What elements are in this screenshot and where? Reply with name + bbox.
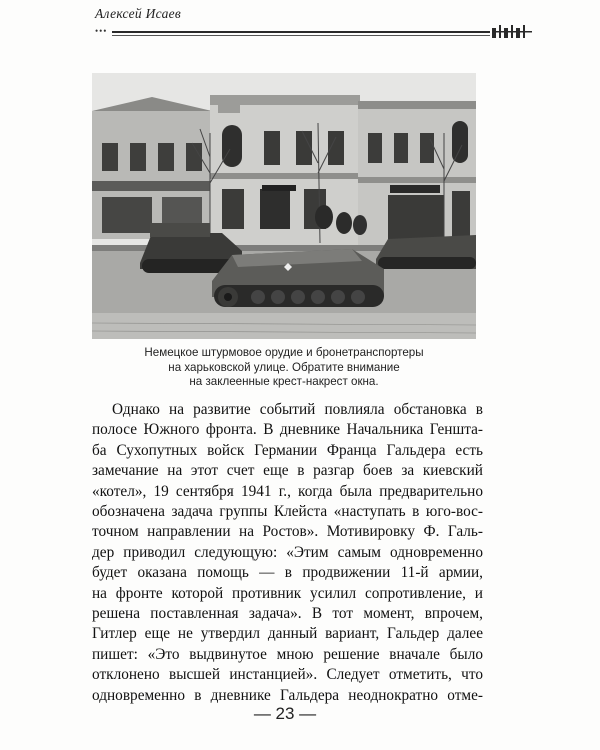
text-line: замечание на этот счет еще в разгар боев за киевский — [92, 462, 483, 480]
text-line: одновременно в дневнике Гальдера неоднократно отме- — [92, 686, 483, 704]
figure-caption — [92, 346, 476, 390]
text-line: отклонено высшей инстанцией». Следует отметить, что — [92, 666, 483, 684]
header-rule — [112, 31, 490, 33]
caption-line: на заклеенные крест-накрест окна. — [189, 375, 379, 388]
text-line: ба Сухопутных войск Германии Франца Гальдера есть — [92, 441, 483, 459]
text-line: будет оказана помощь — в продвижении 11-й армии, — [92, 564, 483, 582]
text-line: точном направлении на Ростов». Мотивировку Ф. Галь- — [92, 523, 483, 541]
text-line: дер приводил следующую: «Этим самым одновременно — [92, 543, 483, 561]
text-line: на фронте которой противник усилил сопротивление, и — [92, 584, 483, 602]
text-line: обозначена задача группы Клейста «наступать в юго-вос- — [92, 503, 483, 521]
text-line: Однако на развитие событий повлияла обстановка в — [112, 401, 483, 418]
header-ornament — [492, 22, 532, 40]
running-head-author: Алексей Исаев — [95, 6, 182, 21]
body-paragraph — [92, 400, 483, 706]
text-line: пишет: «Это выдвинутое мною решение вначале было — [92, 645, 483, 663]
text-line: полосе Южного фронта. В дневнике Начальника Геншта- — [92, 421, 483, 439]
figure-photo-street-armor — [92, 73, 476, 339]
caption-line: Немецкое штурмовое орудие и бронетранспортеры — [144, 346, 424, 359]
header-rule-dots: ••• — [95, 26, 108, 36]
text-line: решена поставленная задача». В тот момент, впрочем, — [92, 605, 483, 623]
caption-line: на харьковской улице. Обратите внимание — [168, 360, 400, 374]
text-line: Гитлер еще не утвердил данный вариант, Гальдер далее — [92, 625, 483, 643]
page-number: — 23 — — [253, 704, 317, 723]
text-line: «котел», 19 сентября 1941 г., когда была предварительно — [92, 482, 483, 500]
header-rule-thin — [112, 35, 490, 36]
